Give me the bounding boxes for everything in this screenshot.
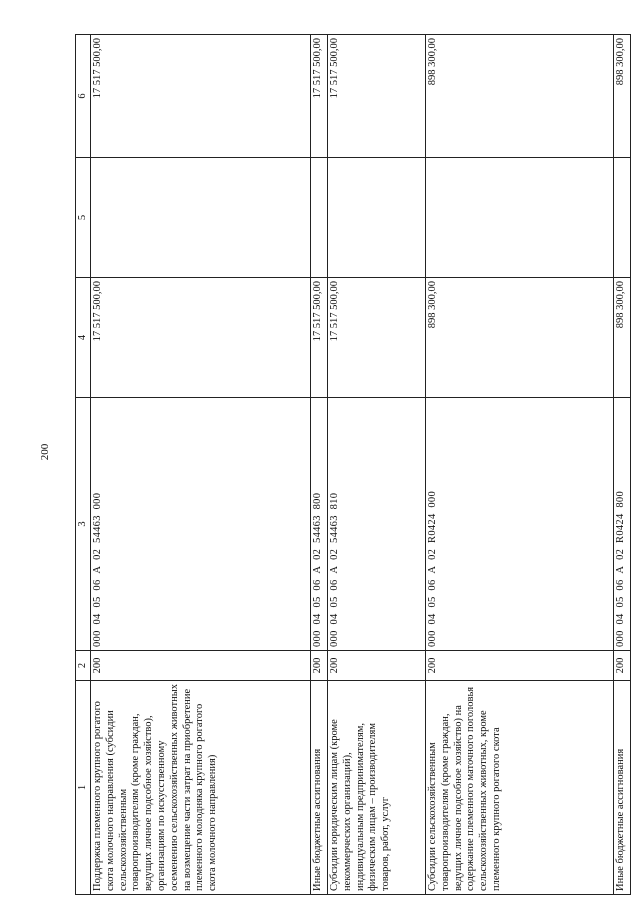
table-row: [91, 35, 311, 895]
header-col-3: 3: [76, 398, 91, 651]
row-grbs: 200: [614, 651, 631, 681]
table-row: [328, 35, 426, 895]
row-name: Иные бюджетные ассигнования: [311, 681, 328, 895]
header-col-1: 1: [76, 681, 91, 895]
table-row: [614, 35, 631, 895]
header-col-5: 5: [76, 158, 91, 278]
row-code: 000 04 05 06 А 02 R0424 000: [426, 398, 614, 651]
header-row: [76, 35, 91, 895]
row-col4: 898 300,00: [426, 278, 614, 398]
row-name: Поддержка племенного крупного рогатого скота молочного направления (субсидии сельскохозяйственным товаропроизводителям (кроме граждан, ведущих личное подсобное хозяйство), организациям по искусственному осеменению сельскохозяйственных животных на возмещение части затрат на приобретение племенного молодняка крупного рогатого скота молочного направления): [91, 681, 311, 895]
header-col-4: 4: [76, 278, 91, 398]
row-col6: 17 517 500,00: [311, 35, 328, 158]
row-col6: 17 517 500,00: [91, 35, 311, 158]
row-col5: [328, 158, 426, 278]
table-row: [426, 35, 614, 895]
row-code: 000 04 05 06 А 02 54463 000: [91, 398, 311, 651]
row-col5: [91, 158, 311, 278]
row-col4: 17 517 500,00: [91, 278, 311, 398]
row-grbs: 200: [328, 651, 426, 681]
row-col5: [426, 158, 614, 278]
row-code: 000 04 05 06 А 02 54463 800: [311, 398, 328, 651]
row-col6: 898 300,00: [426, 35, 614, 158]
row-col6: 898 300,00: [614, 35, 631, 158]
row-code: 000 04 05 06 А 02 R0424 800: [614, 398, 631, 651]
row-col4: 17 517 500,00: [311, 278, 328, 398]
row-col5: [311, 158, 328, 278]
row-code: 000 04 05 06 А 02 54463 810: [328, 398, 426, 651]
row-grbs: 200: [91, 651, 311, 681]
row-col6: 17 517 500,00: [328, 35, 426, 158]
table-sheet: [75, 35, 630, 895]
row-grbs: 200: [311, 651, 328, 681]
row-col5: [614, 158, 631, 278]
table-row: [311, 35, 328, 895]
header-col-2: 2: [76, 651, 91, 681]
budget-table: [75, 34, 631, 895]
row-name: Иные бюджетные ассигнования: [614, 681, 631, 895]
row-col4: 898 300,00: [614, 278, 631, 398]
row-name: Субсидии сельскохозяйственным товаропроизводителям (кроме граждан, ведущих личное подсобное хозяйство) на содержание племенного маточного поголовья сельскохозяйственных животных, кроме племенного крупного рогатого скота: [426, 681, 614, 895]
header-col-6: 6: [76, 35, 91, 158]
row-grbs: 200: [426, 651, 614, 681]
rotated-table-area: [75, 35, 630, 895]
row-col4: 17 517 500,00: [328, 278, 426, 398]
row-name: Субсидии юридическим лицам (кроме некоммерческих организаций), индивидуальным предпринимателям, физическим лицам – производителям товаров, работ, услуг: [328, 681, 426, 895]
page-number: 200: [39, 443, 51, 461]
